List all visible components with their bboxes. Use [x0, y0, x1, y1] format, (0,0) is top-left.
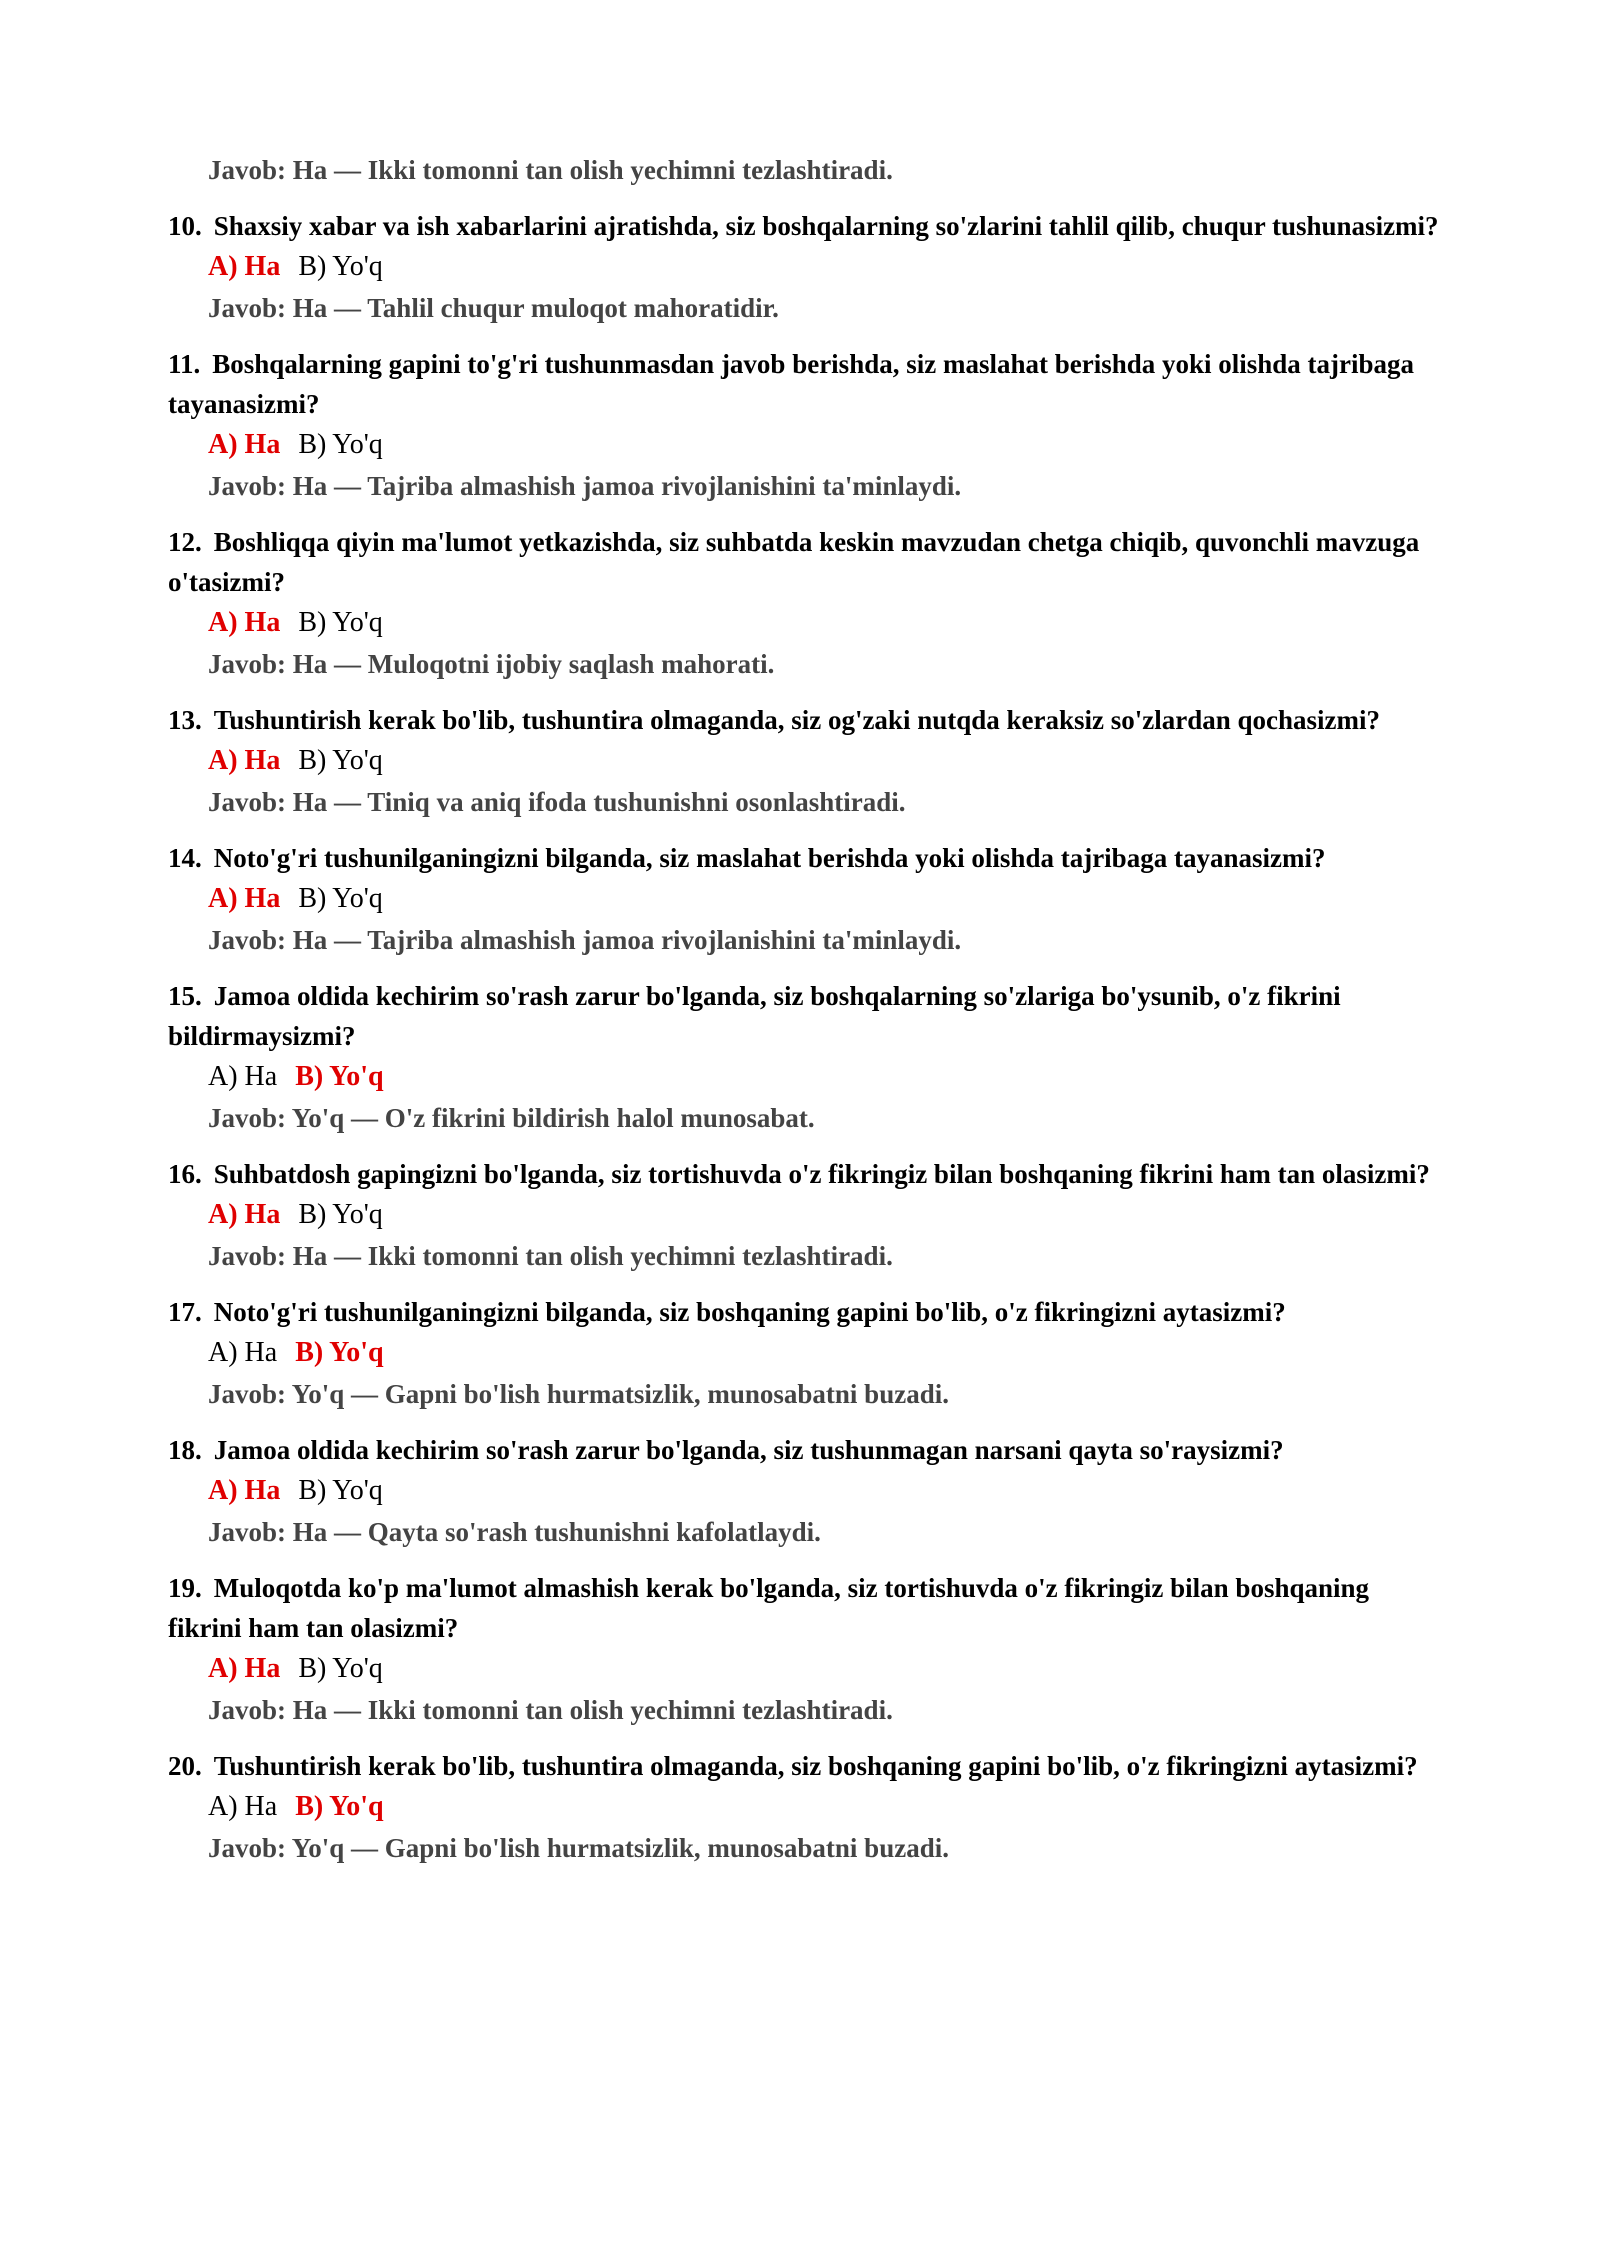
option-b[interactable]: B) Yo'q — [298, 1475, 383, 1506]
question-number: 12. — [168, 527, 202, 557]
answer-options — [208, 878, 1448, 920]
question-block — [168, 522, 1448, 684]
question-block — [168, 976, 1448, 1138]
question-text — [168, 344, 1448, 424]
question-label: Shaxsiy xabar va ish xabarlarini ajratishda, siz boshqalarning so'zlarini tahlil qilib, chuqur tushunasizmi? — [213, 211, 1439, 241]
option-a[interactable]: A) Ha — [208, 745, 281, 776]
question-label: Noto'g'ri tushunilganingizni bilganda, siz maslahat berishda yoki olishda tajribaga tayanasizmi? — [213, 843, 1326, 873]
question-block — [168, 1568, 1448, 1730]
option-b[interactable]: B) Yo'q — [298, 607, 383, 638]
question-text — [168, 838, 1448, 878]
answer-line: Javob: Ha — Ikki tomonni tan olish yechimni tezlashtiradi. — [208, 1695, 893, 1725]
question-number: 17. — [168, 1297, 202, 1327]
answer-options — [208, 1194, 1448, 1236]
option-b[interactable]: B) Yo'q — [295, 1791, 384, 1822]
question-number: 11. — [168, 349, 201, 379]
answer-line: Javob: Ha — Muloqotni ijobiy saqlash mahorati. — [208, 649, 775, 679]
question-block — [168, 1746, 1448, 1868]
option-b[interactable]: B) Yo'q — [295, 1061, 384, 1092]
question-block — [168, 1154, 1448, 1276]
question-number: 15. — [168, 981, 202, 1011]
question-label: Suhbatdosh gapingizni bo'lganda, siz tortishuvda o'z fikringiz bilan boshqaning fikrini ham tan olasizmi? — [213, 1159, 1430, 1189]
answer-line: Javob: Ha — Ikki tomonni tan olish yechimni tezlashtiradi. — [208, 155, 893, 185]
answer-line: Javob: Ha — Tajriba almashish jamoa rivojlanishini ta'minlaydi. — [208, 471, 962, 501]
answer-line: Javob: Yo'q — Gapni bo'lish hurmatsizlik, munosabatni buzadi. — [208, 1833, 949, 1863]
question-label: Noto'g'ri tushunilganingizni bilganda, siz boshqaning gapini bo'lib, o'z fikringizni aytasizmi? — [213, 1297, 1286, 1327]
question-block — [168, 1430, 1448, 1552]
answer-line: Javob: Ha — Tajriba almashish jamoa rivojlanishini ta'minlaydi. — [208, 925, 962, 955]
question-label: Boshqalarning gapini to'g'ri tushunmasdan javob berishda, siz maslahat berishda yoki olishda tajribaga tayanasizmi? — [168, 349, 1415, 419]
answer-line: Javob: Ha — Tahlil chuqur muloqot mahoratidir. — [208, 293, 779, 323]
question-label: Boshliqqa qiyin ma'lumot yetkazishda, siz suhbatda keskin mavzudan chetga chiqib, quvonchli mavzuga o'tasizmi? — [168, 527, 1420, 597]
question-number: 19. — [168, 1573, 202, 1603]
question-text — [168, 1292, 1448, 1332]
question-list — [168, 206, 1448, 1868]
option-a[interactable]: A) Ha — [208, 1653, 281, 1684]
question-text — [168, 1154, 1448, 1194]
option-a[interactable]: A) Ha — [208, 1337, 278, 1368]
question-label: Tushuntirish kerak bo'lib, tushuntira olmaganda, siz og'zaki nutqda keraksiz so'zlardan qochasizmi? — [213, 705, 1381, 735]
answer-options — [208, 1470, 1448, 1512]
question-text — [168, 976, 1448, 1056]
answer-line: Javob: Ha — Qayta so'rash tushunishni kafolatlaydi. — [208, 1517, 821, 1547]
question-label: Jamoa oldida kechirim so'rash zarur bo'lganda, siz boshqalarning so'zlariga bo'ysunib, o'z fikrini bildirmaysizmi? — [168, 981, 1341, 1051]
answer-options — [208, 1056, 1448, 1098]
document-content — [168, 150, 1448, 1884]
answer-line: Javob: Yo'q — Gapni bo'lish hurmatsizlik, munosabatni buzadi. — [208, 1379, 949, 1409]
question-text — [168, 700, 1448, 740]
option-b[interactable]: B) Yo'q — [298, 1653, 383, 1684]
question-text — [168, 1746, 1448, 1786]
option-b[interactable]: B) Yo'q — [298, 251, 383, 282]
answer-options — [208, 424, 1448, 466]
question-text — [168, 206, 1448, 246]
answer-options — [208, 740, 1448, 782]
option-a[interactable]: A) Ha — [208, 251, 281, 282]
question-label: Muloqotda ko'p ma'lumot almashish kerak bo'lganda, siz tortishuvda o'z fikringiz bilan boshqaning fikrini ham tan olasizmi? — [168, 1573, 1370, 1643]
answer-options — [208, 1648, 1448, 1690]
option-a[interactable]: A) Ha — [208, 1475, 281, 1506]
option-b[interactable]: B) Yo'q — [295, 1337, 384, 1368]
question-number: 18. — [168, 1435, 202, 1465]
question-number: 14. — [168, 843, 202, 873]
option-b[interactable]: B) Yo'q — [298, 429, 383, 460]
option-a[interactable]: A) Ha — [208, 1061, 278, 1092]
question-text — [168, 522, 1448, 602]
answer-line: Javob: Ha — Tiniq va aniq ifoda tushunishni osonlashtiradi. — [208, 787, 906, 817]
question-block — [168, 1292, 1448, 1414]
question-text — [168, 1568, 1448, 1648]
option-b[interactable]: B) Yo'q — [298, 745, 383, 776]
question-label: Jamoa oldida kechirim so'rash zarur bo'lganda, siz tushunmagan narsani qayta so'raysizmi? — [213, 1435, 1284, 1465]
question-block — [168, 700, 1448, 822]
option-a[interactable]: A) Ha — [208, 1791, 278, 1822]
question-label: Tushuntirish kerak bo'lib, tushuntira olmaganda, siz boshqaning gapini bo'lib, o'z fikringizni aytasizmi? — [213, 1751, 1418, 1781]
question-block — [168, 344, 1448, 506]
option-a[interactable]: A) Ha — [208, 429, 281, 460]
option-a[interactable]: A) Ha — [208, 883, 281, 914]
option-b[interactable]: B) Yo'q — [298, 1199, 383, 1230]
answer-options — [208, 1332, 1448, 1374]
question-block — [168, 838, 1448, 960]
question-number: 16. — [168, 1159, 202, 1189]
option-a[interactable]: A) Ha — [208, 1199, 281, 1230]
option-a[interactable]: A) Ha — [208, 607, 281, 638]
question-number: 10. — [168, 211, 202, 241]
question-block — [168, 206, 1448, 328]
question-number: 13. — [168, 705, 202, 735]
answer-line: Javob: Yo'q — O'z fikrini bildirish halol munosabat. — [208, 1103, 815, 1133]
option-b[interactable]: B) Yo'q — [298, 883, 383, 914]
answer-options — [208, 602, 1448, 644]
answer-line: Javob: Ha — Ikki tomonni tan olish yechimni tezlashtiradi. — [208, 1241, 893, 1271]
question-number: 20. — [168, 1751, 202, 1781]
question-text — [168, 1430, 1448, 1470]
answer-options — [208, 246, 1448, 288]
answer-options — [208, 1786, 1448, 1828]
